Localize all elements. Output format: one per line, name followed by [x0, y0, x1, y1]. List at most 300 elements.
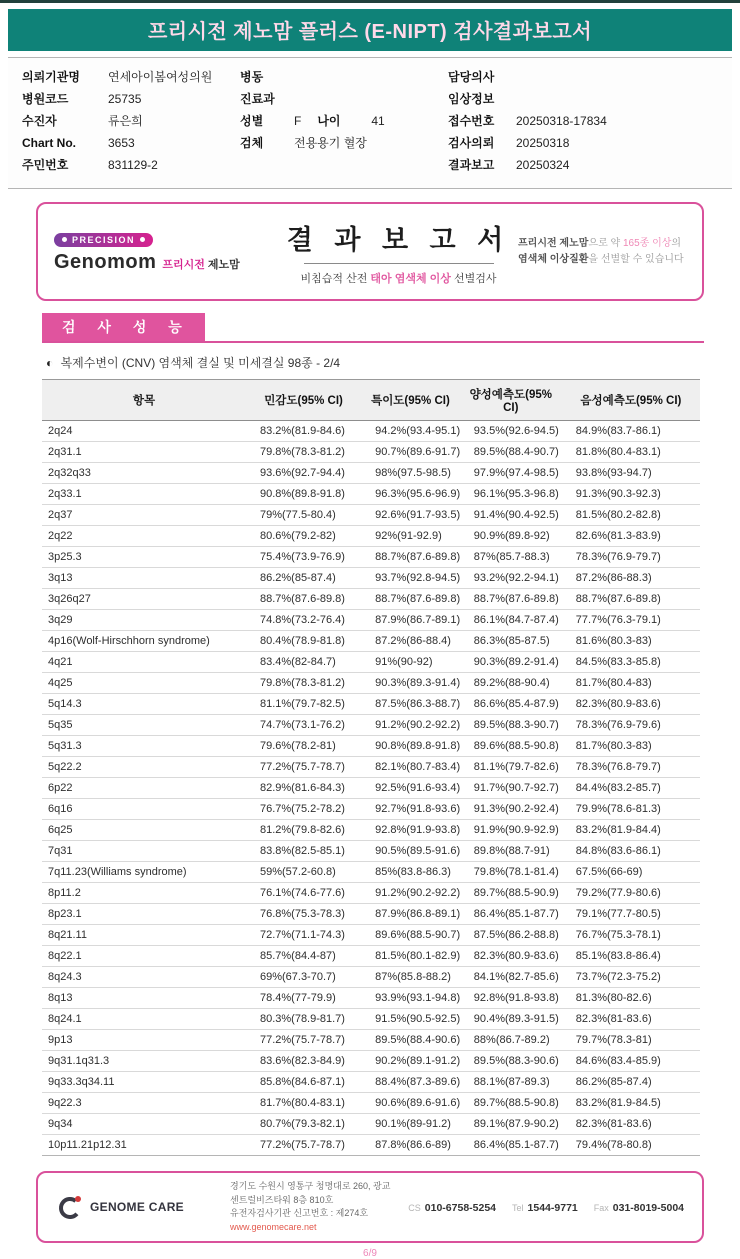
table-row	[42, 421, 700, 442]
col-header-specificity: 특이도(95% CI)	[361, 380, 460, 421]
footer-address	[230, 1180, 394, 1234]
value-cell: 87.5%(86.2-88.8)	[460, 925, 562, 946]
value-cell: 88.4%(87.3-89.6)	[361, 1072, 460, 1093]
info-label: 검사의뢰	[448, 136, 495, 150]
table-row	[42, 778, 700, 799]
value-cell: 86.4%(85.1-87.7)	[460, 1135, 562, 1156]
item-cell: 3q26q27	[42, 589, 246, 610]
value-cell: 85%(83.8-86.3)	[361, 862, 460, 883]
info-label: 의뢰기관명	[22, 70, 80, 84]
value-cell: 82.3%(81-83.6)	[562, 1114, 700, 1135]
patient-info-panel	[8, 57, 732, 189]
value-cell: 74.8%(73.2-76.4)	[246, 610, 361, 631]
genome-care-logo	[56, 1193, 216, 1221]
value-cell: 96.1%(95.3-96.8)	[460, 484, 562, 505]
info-value: 전용용기 혈장	[294, 136, 367, 150]
value-cell: 73.7%(72.3-75.2)	[562, 967, 700, 988]
info-value: 20250318-17834	[516, 114, 607, 128]
item-cell: 3q13	[42, 568, 246, 589]
value-cell: 87.2%(86-88.4)	[361, 631, 460, 652]
item-cell: 9p13	[42, 1030, 246, 1051]
value-cell: 83.2%(81.9-84.6)	[246, 421, 361, 442]
item-cell: 2q37	[42, 505, 246, 526]
table-row	[42, 1030, 700, 1051]
value-cell: 82.3%(81-83.6)	[562, 1009, 700, 1030]
info-value: 류은희	[108, 114, 143, 128]
table-row	[42, 589, 700, 610]
table-row	[42, 946, 700, 967]
table-row	[42, 631, 700, 652]
value-cell: 93.9%(93.1-94.8)	[361, 988, 460, 1009]
value-cell: 79.7%(78.3-81)	[562, 1030, 700, 1051]
item-cell: 5q14.3	[42, 694, 246, 715]
value-cell: 90.2%(89.1-91.2)	[361, 1051, 460, 1072]
value-cell: 87.8%(86.6-89)	[361, 1135, 460, 1156]
info-value: 3653	[108, 136, 135, 150]
value-cell: 72.7%(71.1-74.3)	[246, 925, 361, 946]
value-cell: 74.7%(73.1-76.2)	[246, 715, 361, 736]
subtitle-suffix: 선별검사	[450, 272, 497, 285]
info-row	[448, 132, 718, 154]
contact-tel: Tel 1544-9771	[512, 1202, 578, 1214]
table-row	[42, 610, 700, 631]
info-value: 연세아이봄여성의원	[108, 70, 213, 84]
value-cell: 87.9%(86.8-89.1)	[361, 904, 460, 925]
info-label: 병원코드	[22, 92, 69, 106]
value-cell: 92.6%(91.7-93.5)	[361, 505, 460, 526]
table-row	[42, 757, 700, 778]
value-cell: 91.5%(90.5-92.5)	[361, 1009, 460, 1030]
subtitle-highlight: 태아 염색체 이상	[370, 272, 451, 285]
col-header-item: 항목	[42, 380, 246, 421]
value-cell: 92.7%(91.8-93.6)	[361, 799, 460, 820]
value-cell: 92.8%(91.8-93.8)	[460, 988, 562, 1009]
table-row	[42, 967, 700, 988]
table-row	[42, 568, 700, 589]
value-cell: 82.3%(80.9-83.6)	[562, 694, 700, 715]
item-cell: 4p16(Wolf-Hirschhorn syndrome)	[42, 631, 246, 652]
value-cell: 90.3%(89.3-91.4)	[361, 673, 460, 694]
info-row	[448, 110, 718, 132]
info-label: 접수번호	[448, 114, 495, 128]
value-cell: 84.1%(82.7-85.6)	[460, 967, 562, 988]
item-cell: 8q22.1	[42, 946, 246, 967]
info-label: 검체	[240, 136, 264, 150]
value-cell: 77.2%(75.7-78.7)	[246, 1030, 361, 1051]
value-cell: 89.7%(88.5-90.8)	[460, 1093, 562, 1114]
value-cell: 88.7%(87.6-89.8)	[361, 547, 460, 568]
info-value: F	[294, 114, 302, 128]
table-row	[42, 1072, 700, 1093]
info-row	[448, 66, 718, 88]
value-cell: 89.1%(87.9-90.2)	[460, 1114, 562, 1135]
value-cell: 85.8%(84.6-87.1)	[246, 1072, 361, 1093]
value-cell: 90.8%(89.8-91.8)	[246, 484, 361, 505]
value-cell: 98%(97.5-98.5)	[361, 463, 460, 484]
value-cell: 90.4%(89.3-91.5)	[460, 1009, 562, 1030]
value-cell: 94.2%(93.4-95.1)	[361, 421, 460, 442]
value-cell: 79.6%(78.2-81)	[246, 736, 361, 757]
value-cell: 69%(67.3-70.7)	[246, 967, 361, 988]
value-cell: 89.5%(88.4-90.6)	[361, 1030, 460, 1051]
value-cell: 76.7%(75.3-78.1)	[562, 925, 700, 946]
value-cell: 78.3%(76.9-79.7)	[562, 547, 700, 568]
item-cell: 6p22	[42, 778, 246, 799]
value-cell: 90.6%(89.6-91.6)	[361, 1093, 460, 1114]
value-cell: 92.8%(91.9-93.8)	[361, 820, 460, 841]
section-subtitle-text: 복제수변이 (CNV) 염색체 결실 및 미세결실 98종 - 2/4	[60, 356, 341, 370]
value-cell: 90.9%(89.8-92)	[460, 526, 562, 547]
contact-cs: CS 010-6758-5254	[408, 1202, 497, 1214]
performance-table	[42, 379, 700, 1156]
table-row	[42, 442, 700, 463]
footer-address-line2: 유전자검사기관 신고번호 : 제274호	[230, 1208, 369, 1218]
value-cell: 84.6%(83.4-85.9)	[562, 1051, 700, 1072]
value-cell: 79.8%(78.1-81.4)	[460, 862, 562, 883]
info-label: 병동	[240, 70, 264, 84]
info-row	[448, 88, 718, 110]
value-cell: 80.7%(79.3-82.1)	[246, 1114, 361, 1135]
item-cell: 2q31.1	[42, 442, 246, 463]
genome-care-g-icon	[56, 1193, 84, 1221]
item-cell: 8q24.3	[42, 967, 246, 988]
info-row	[240, 88, 448, 110]
table-header	[42, 380, 700, 421]
contact-fax: Fax 031-8019-5004	[593, 1202, 684, 1214]
table-row	[42, 652, 700, 673]
brand-line	[54, 251, 279, 274]
value-cell: 85.1%(83.8-86.4)	[562, 946, 700, 967]
half-circle-icon: ◐	[46, 356, 54, 370]
info-row	[22, 132, 240, 154]
brand-name-en: Genomom	[54, 250, 157, 273]
value-cell: 81.7%(80.4-83)	[562, 673, 700, 694]
value-cell: 90.3%(89.2-91.4)	[460, 652, 562, 673]
note-bold-1: 프리시전 제노맘	[518, 238, 589, 249]
info-row	[22, 66, 240, 88]
value-cell: 90.1%(89-91.2)	[361, 1114, 460, 1135]
item-cell: 8p11.2	[42, 883, 246, 904]
info-value: 831129-2	[108, 158, 158, 172]
value-cell: 80.6%(79.2-82)	[246, 526, 361, 547]
info-row	[240, 110, 448, 132]
value-cell: 93.2%(92.2-94.1)	[460, 568, 562, 589]
table-row	[42, 1114, 700, 1135]
value-cell: 81.7%(80.4-83.1)	[246, 1093, 361, 1114]
table-row	[42, 1009, 700, 1030]
item-cell: 3q29	[42, 610, 246, 631]
value-cell: 91.2%(90.2-92.2)	[361, 715, 460, 736]
table-row	[42, 694, 700, 715]
badge-dot-left-icon	[62, 237, 67, 242]
info-row	[22, 110, 240, 132]
report-title: 프리시전 제노맘 플러스 (E-NIPT) 검사결과보고서	[147, 21, 593, 43]
value-cell: 91.7%(90.7-92.7)	[460, 778, 562, 799]
value-cell: 81.7%(80.3-83)	[562, 736, 700, 757]
info-col1	[22, 66, 240, 176]
report-box-title: 결 과 보 고 서	[286, 224, 511, 255]
info-row	[240, 132, 448, 154]
value-cell: 93.5%(92.6-94.5)	[460, 421, 562, 442]
top-accent-line	[0, 0, 740, 3]
item-cell: 2q32q33	[42, 463, 246, 484]
value-cell: 91.9%(90.9-92.9)	[460, 820, 562, 841]
value-cell: 76.7%(75.2-78.2)	[246, 799, 361, 820]
value-cell: 92.5%(91.6-93.4)	[361, 778, 460, 799]
table-row	[42, 862, 700, 883]
value-cell: 93.8%(93-94.7)	[562, 463, 700, 484]
col-header-npv: 음성예측도(95% CI)	[562, 380, 700, 421]
table-row	[42, 715, 700, 736]
value-cell: 88%(86.7-89.2)	[460, 1030, 562, 1051]
genomom-logo	[54, 229, 279, 274]
precision-badge-label: PRECISION	[72, 234, 136, 245]
info-label: Chart No.	[22, 136, 76, 150]
info-label: 성별	[240, 114, 264, 128]
item-cell: 4q25	[42, 673, 246, 694]
value-cell: 83.2%(81.9-84.5)	[562, 1093, 700, 1114]
table-row	[42, 904, 700, 925]
brand-name-kr-2: 제노맘	[207, 258, 240, 271]
value-cell: 86.2%(85-87.4)	[246, 568, 361, 589]
value-cell: 87.9%(86.7-89.1)	[361, 610, 460, 631]
info-label: 수진자	[22, 114, 57, 128]
item-cell: 2q33.1	[42, 484, 246, 505]
item-cell: 9q22.3	[42, 1093, 246, 1114]
value-cell: 86.4%(85.1-87.7)	[460, 904, 562, 925]
value-cell: 79.8%(78.3-81.2)	[246, 673, 361, 694]
value-cell: 97.9%(97.4-98.5)	[460, 463, 562, 484]
report-box-center	[279, 218, 518, 286]
value-cell: 79.4%(78-80.8)	[562, 1135, 700, 1156]
item-cell: 5q35	[42, 715, 246, 736]
value-cell: 81.8%(80.4-83.1)	[562, 442, 700, 463]
value-cell: 81.1%(79.7-82.6)	[460, 757, 562, 778]
value-cell: 89.2%(88-90.4)	[460, 673, 562, 694]
value-cell: 80.4%(78.9-81.8)	[246, 631, 361, 652]
brand-name-kr-1: 프리시전	[162, 258, 205, 271]
item-cell: 9q33.3q34.11	[42, 1072, 246, 1093]
value-cell: 88.1%(87-89.3)	[460, 1072, 562, 1093]
footer-contacts	[408, 1198, 684, 1216]
section-subtitle	[46, 354, 704, 371]
value-cell: 87.5%(86.3-88.7)	[361, 694, 460, 715]
info-value: 20250324	[516, 158, 570, 172]
value-cell: 77.7%(76.3-79.1)	[562, 610, 700, 631]
value-cell: 86.2%(85-87.4)	[562, 1072, 700, 1093]
item-cell: 9q31.1q31.3	[42, 1051, 246, 1072]
value-cell: 90.8%(89.8-91.8)	[361, 736, 460, 757]
info-row	[22, 154, 240, 176]
value-cell: 93.6%(92.7-94.4)	[246, 463, 361, 484]
value-cell: 92%(91-92.9)	[361, 526, 460, 547]
value-cell: 91.3%(90.3-92.3)	[562, 484, 700, 505]
value-cell: 86.3%(85-87.5)	[460, 631, 562, 652]
value-cell: 82.1%(80.7-83.4)	[361, 757, 460, 778]
value-cell: 88.7%(87.6-89.8)	[562, 589, 700, 610]
precision-badge	[54, 233, 153, 247]
item-cell: 5q22.2	[42, 757, 246, 778]
value-cell: 75.4%(73.9-76.9)	[246, 547, 361, 568]
value-cell: 83.6%(82.3-84.9)	[246, 1051, 361, 1072]
item-cell: 2q22	[42, 526, 246, 547]
table-row	[42, 1093, 700, 1114]
value-cell: 89.8%(88.7-91)	[460, 841, 562, 862]
item-cell: 9q34	[42, 1114, 246, 1135]
value-cell: 91.4%(90.4-92.5)	[460, 505, 562, 526]
value-cell: 89.7%(88.5-90.9)	[460, 883, 562, 904]
item-cell: 8q24.1	[42, 1009, 246, 1030]
value-cell: 84.9%(83.7-86.1)	[562, 421, 700, 442]
info-label: 결과보고	[448, 158, 495, 172]
value-cell: 86.6%(85.4-87.9)	[460, 694, 562, 715]
value-cell: 84.4%(83.2-85.7)	[562, 778, 700, 799]
value-cell: 86.1%(84.7-87.4)	[460, 610, 562, 631]
section-rule	[42, 341, 704, 343]
item-cell: 10p11.21p12.31	[42, 1135, 246, 1156]
footer-website-link[interactable]: www.genomecare.net	[230, 1221, 317, 1232]
result-report-box	[36, 202, 704, 301]
value-cell: 85.7%(84.4-87)	[246, 946, 361, 967]
item-cell: 3p25.3	[42, 547, 246, 568]
report-box-subtitle	[279, 270, 518, 286]
item-cell: 8p23.1	[42, 904, 246, 925]
value-cell: 88.7%(87.6-89.8)	[361, 589, 460, 610]
table-row	[42, 1051, 700, 1072]
value-cell: 79.2%(77.9-80.6)	[562, 883, 700, 904]
value-cell: 81.1%(79.7-82.5)	[246, 694, 361, 715]
table-row	[42, 883, 700, 904]
info-label: 담당의사	[448, 70, 495, 84]
col-header-ppv: 양성예측도(95% CI)	[460, 380, 562, 421]
value-cell: 82.3%(80.9-83.6)	[460, 946, 562, 967]
table-row	[42, 484, 700, 505]
page-number: 6/9	[363, 1248, 377, 1259]
value-cell: 78.3%(76.9-79.6)	[562, 715, 700, 736]
table-row	[42, 463, 700, 484]
item-cell: 8q13	[42, 988, 246, 1009]
table-row	[42, 820, 700, 841]
value-cell: 91.3%(90.2-92.4)	[460, 799, 562, 820]
table-row	[42, 736, 700, 757]
value-cell: 79.8%(78.3-81.2)	[246, 442, 361, 463]
value-cell: 87%(85.8-88.2)	[361, 967, 460, 988]
col-header-sensitivity: 민감도(95% CI)	[246, 380, 361, 421]
info-col3	[448, 66, 718, 176]
info-value: 25735	[108, 92, 142, 106]
section-title-badge: 검 사 성 능	[42, 313, 205, 341]
note-bold-2: 염색체 이상질환	[518, 253, 589, 265]
genome-care-name: GENOME CARE	[90, 1200, 184, 1214]
item-cell: 5q31.3	[42, 736, 246, 757]
value-cell: 83.2%(81.9-84.4)	[562, 820, 700, 841]
table-row	[42, 526, 700, 547]
value-cell: 83.4%(82-84.7)	[246, 652, 361, 673]
value-cell: 77.2%(75.7-78.7)	[246, 757, 361, 778]
note-text-2: 의	[671, 238, 682, 249]
badge-dot-right-icon	[140, 237, 145, 242]
value-cell: 81.5%(80.2-82.8)	[562, 505, 700, 526]
info-value: 20250318	[516, 136, 570, 150]
value-cell: 81.3%(80-82.6)	[562, 988, 700, 1009]
value-cell: 89.5%(88.3-90.7)	[460, 715, 562, 736]
table-row	[42, 673, 700, 694]
table-row	[42, 841, 700, 862]
table-row	[42, 505, 700, 526]
value-cell: 78.3%(76.8-79.7)	[562, 757, 700, 778]
footer-address-line1: 경기도 수원시 영통구 청명대로 260, 광교 센트럴비즈타워 8층 810호	[230, 1181, 391, 1205]
note-text-1: 으로 약	[588, 238, 623, 249]
value-cell: 67.5%(66-69)	[562, 862, 700, 883]
value-cell: 76.1%(74.6-77.6)	[246, 883, 361, 904]
note-text-3: 을 선별할 수 있습니다	[588, 253, 684, 265]
item-cell: 6q25	[42, 820, 246, 841]
value-cell: 88.7%(87.6-89.8)	[460, 589, 562, 610]
value-cell: 81.6%(80.3-83)	[562, 631, 700, 652]
value-cell: 89.6%(88.5-90.8)	[460, 736, 562, 757]
item-cell: 7q31	[42, 841, 246, 862]
value-cell: 82.6%(81.3-83.9)	[562, 526, 700, 547]
item-cell: 2q24	[42, 421, 246, 442]
value-cell: 80.3%(78.9-81.7)	[246, 1009, 361, 1030]
value-cell: 90.7%(89.6-91.7)	[361, 442, 460, 463]
value-cell: 77.2%(75.7-78.7)	[246, 1135, 361, 1156]
info-label: 임상정보	[448, 92, 495, 106]
value-cell: 81.2%(79.8-82.6)	[246, 820, 361, 841]
value-cell: 59%(57.2-60.8)	[246, 862, 361, 883]
value-cell: 89.6%(88.5-90.7)	[361, 925, 460, 946]
table-row	[42, 799, 700, 820]
table-row	[42, 925, 700, 946]
table-row	[42, 547, 700, 568]
report-box-note	[518, 236, 686, 267]
info-row	[240, 66, 448, 88]
item-cell: 8q21.11	[42, 925, 246, 946]
value-cell: 96.3%(95.6-96.9)	[361, 484, 460, 505]
item-cell: 6q16	[42, 799, 246, 820]
value-cell: 81.5%(80.1-82.9)	[361, 946, 460, 967]
table-row	[42, 988, 700, 1009]
info-row	[22, 88, 240, 110]
info-row	[448, 154, 718, 176]
value-cell: 79%(77.5-80.4)	[246, 505, 361, 526]
value-cell: 84.5%(83.3-85.8)	[562, 652, 700, 673]
table-row	[42, 1135, 700, 1156]
value-cell: 79.1%(77.7-80.5)	[562, 904, 700, 925]
report-title-bar	[8, 9, 732, 51]
performance-section-header	[42, 313, 704, 343]
info-value: 41	[371, 114, 385, 128]
value-cell: 83.8%(82.5-85.1)	[246, 841, 361, 862]
value-cell: 93.7%(92.8-94.5)	[361, 568, 460, 589]
report-box-divider	[304, 263, 494, 264]
footer-box	[36, 1171, 704, 1243]
item-cell: 7q11.23(Williams syndrome)	[42, 862, 246, 883]
value-cell: 82.9%(81.6-84.3)	[246, 778, 361, 799]
value-cell: 87%(85.7-88.3)	[460, 547, 562, 568]
value-cell: 76.8%(75.3-78.3)	[246, 904, 361, 925]
info-col2	[240, 66, 448, 176]
item-cell: 4q21	[42, 652, 246, 673]
info-label: 주민번호	[22, 158, 69, 172]
value-cell: 88.7%(87.6-89.8)	[246, 589, 361, 610]
value-cell: 90.5%(89.5-91.6)	[361, 841, 460, 862]
value-cell: 87.2%(86-88.3)	[562, 568, 700, 589]
subtitle-prefix: 비침습적 산전	[300, 272, 371, 285]
info-label: 나이	[317, 114, 341, 128]
value-cell: 89.5%(88.4-90.7)	[460, 442, 562, 463]
value-cell: 78.4%(77-79.9)	[246, 988, 361, 1009]
